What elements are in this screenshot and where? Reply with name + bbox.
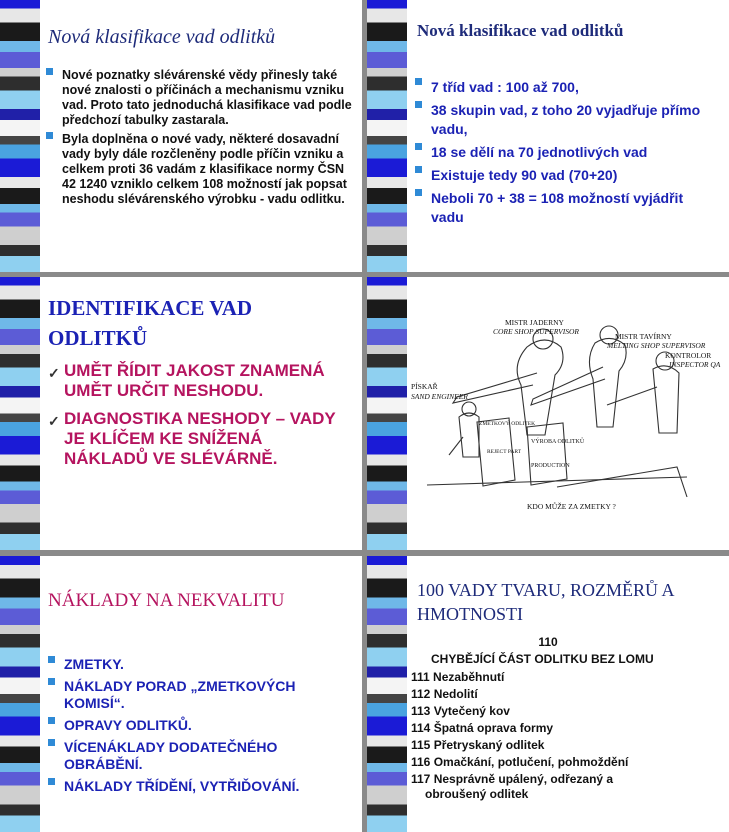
checklist [48,361,338,469]
defect-list [411,669,721,800]
list-item: 117 Nesprávně upálený, odřezaný a [411,772,614,786]
section-subtitle: CHYBĚJÍCÍ ČÁST ODLITKU BEZ LOMU [431,652,654,666]
slide-3 [0,277,362,550]
slide-1 [0,0,362,272]
list-item: OPRAVY ODLITKŮ. [46,717,346,734]
label-mistr-jaderny: MISTR JADERNY [505,318,564,327]
label-mistr-taviny: MISTR TAVÍRNY [615,332,672,341]
list-item: 116 Omačkání, potlučení, pohmoždění [411,755,629,769]
slide-title: NÁKLADY NA NEKVALITU [48,590,285,611]
list-item: ZMETKY. [46,656,346,673]
label-sand-engineer: SAND ENGINEER [411,392,468,401]
list-item: NÁKLADY TŘÍDĚNÍ, VYTŘIĎOVÁNÍ. [46,778,346,795]
label-kontrolor: KONTROLOR [665,351,712,360]
list-item: ✓ DIAGNOSTIKA NESHODY – VADY JE KLÍČEM KE SNÍŽENÁ NÁKLADŮ VE SLÉVÁRNĚ. [48,409,338,469]
list-item: 113 Vytečený kov [411,704,510,718]
slide-title: IDENTIFIKACE VAD ODLITKŮ [48,296,253,350]
bullet-list [46,656,346,795]
section-code: 110 [538,635,558,649]
slide-4 [367,277,729,550]
list-item: 115 Přetryskaný odlitek [411,738,545,752]
stripe-decoration [0,556,40,832]
stripe-decoration [367,556,407,832]
slide-2 [367,0,729,272]
slide-title: Nová klasifikace vad odlitků [48,26,276,48]
slide-5 [0,556,362,832]
label-melting-shop: MELTING SHOP SUPERVISOR [607,341,706,350]
label-zmetkovy: ZMETKOVÝ ODLITEK [479,421,536,427]
label-inspector: INSPECTOR QA [669,360,721,369]
label-production: PRODUCTION [531,463,570,469]
stripe-decoration [0,277,40,550]
stripe-decoration [367,277,407,550]
list-item: Nové poznatky slévárenské vědy přinesly také nové znalosti o příčinách a mechanismu vzniku vad. Proto tato jednoduchá klasifikace vad podle předchozí tabulky zastarala. [44,68,354,128]
list-item: obroušený odlitek [425,787,529,801]
label-piskar: PÍSKAŘ [411,382,438,391]
list-item: 7 tříd vad : 100 až 700, [413,78,713,97]
bullet-list [44,68,354,207]
list-item: VÍCENÁKLADY DODATEČNÉHO OBRÁBĚNÍ. [46,739,346,773]
label-vyroba: VÝROBA ODLITKŮ [531,439,585,445]
stripe-decoration [0,0,40,272]
bullet-list [413,78,713,227]
list-item: NÁKLADY PORAD „ZMETKOVÝCH KOMISÍ“. [46,678,346,712]
slide-title: 100 VADY TVARU, ROZMĚRŮ A HMOTNOSTI [417,580,674,624]
cartoon-illustration [407,277,729,550]
list-item: 18 se dělí na 70 jednotlivých vad [413,143,713,162]
list-item: 111 Nezaběhnutí [411,670,505,684]
list-item: Neboli 70 + 38 = 108 možností vyjádřit vadu [413,189,713,227]
list-item: Byla doplněna o nové vady, některé dosavadní vady byly dále rozčleněny podle příčin vzniku a celkem proti 36 vadám z klasifikace normy ČSN 42 1240 vzniklo celkem 108 možností jak popsat neshodu slévárenského výrobku - vadu odlitku. [44,132,354,207]
stripe-decoration [367,0,407,272]
label-reject: REJECT PART [487,449,522,455]
list-item: 38 skupin vad, z toho 20 vyjadřuje přímo vadu, [413,101,713,139]
list-item: Existuje tedy 90 vad (70+20) [413,166,713,185]
list-item: ✓ UMĚT ŘÍDIT JAKOST ZNAMENÁ UMĚT URČIT NESHODU. [48,361,338,401]
slide-title: Nová klasifikace vad odlitků [417,21,624,40]
slide-6 [367,556,729,832]
cartoon-caption: KDO MŮŽE ZA ZMETKY ? [527,502,616,511]
list-item: 114 Špatná oprava formy [411,721,554,735]
list-item: 112 Nedolití [411,687,478,701]
label-core-shop: CORE SHOP SUPERVISOR [493,327,579,336]
